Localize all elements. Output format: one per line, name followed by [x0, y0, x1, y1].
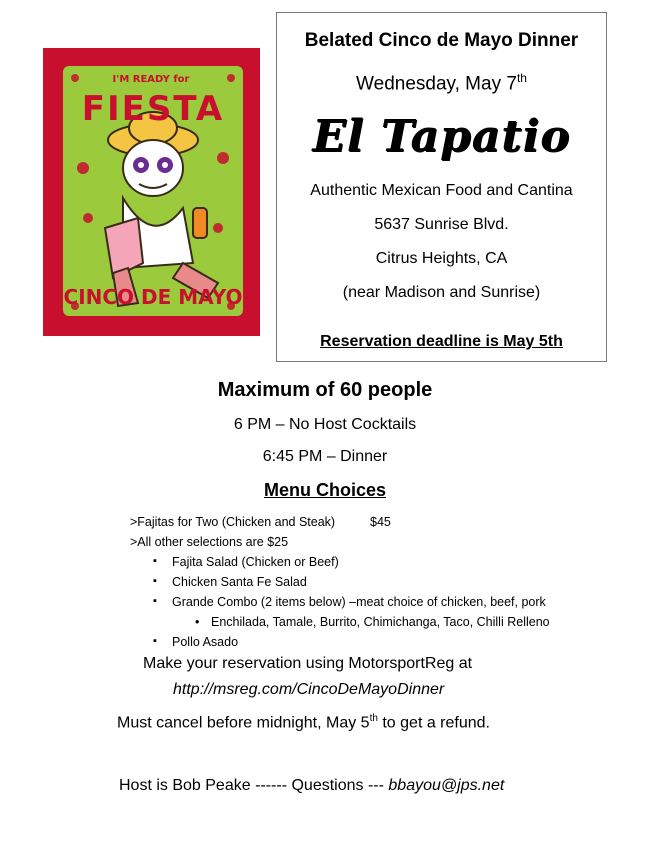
fiesta-poster-image	[43, 48, 260, 336]
menu-fajitas-line	[130, 515, 430, 529]
menu-fajitas-price: $45	[370, 515, 391, 529]
host-line	[119, 777, 504, 795]
menu-item: ▪ Fajita Salad (Chicken or Beef)	[172, 555, 339, 569]
dinner-time: 6:45 PM – Dinner	[262, 448, 388, 465]
poster-top-text: I'M READY for	[112, 74, 190, 85]
cancel-prefix: Must cancel before midnight, May 5	[117, 714, 370, 732]
menu-item: ▪ Pollo Asado	[172, 635, 238, 649]
menu-other-selections: >All other selections are $25	[130, 535, 289, 549]
reservation-deadline: Reservation deadline is May 5th	[320, 333, 563, 350]
reservation-url-link[interactable]: http://msreg.com/CincoDeMayoDinner	[173, 681, 445, 698]
restaurant-city: Citrus Heights, CA	[375, 250, 508, 267]
menu-item: ▪ Chicken Santa Fe Salad	[172, 575, 307, 589]
cancel-policy	[117, 713, 490, 732]
event-date-text: Wednesday, May 7	[356, 73, 517, 95]
reservation-text: Make your reservation using MotorsportReg at	[143, 655, 473, 672]
restaurant-tagline: Authentic Mexican Food and Cantina	[310, 182, 573, 199]
menu-item: ▪ Grande Combo (2 items below) –meat choice of chicken, beef, pork	[172, 595, 546, 609]
restaurant-name: El Tapatio	[312, 111, 571, 162]
cancel-suffix: to get a refund.	[377, 714, 490, 732]
restaurant-address: 5637 Sunrise Blvd.	[374, 216, 509, 233]
cocktails-time: 6 PM – No Host Cocktails	[233, 416, 417, 433]
fiesta-poster-art	[43, 48, 260, 336]
host-email-link[interactable]: bbayou@jps.net	[388, 777, 505, 794]
cancel-sup: th	[369, 713, 378, 724]
event-info-box	[276, 12, 607, 362]
poster-bottom-text: CINCO DE MAYO	[63, 285, 243, 309]
host-text: Host is Bob Peake ------ Questions ---	[119, 777, 389, 794]
poster-fiesta-text: FIESTA	[81, 89, 225, 129]
event-date-suffix: th	[516, 71, 527, 85]
event-title: Belated Cinco de Mayo Dinner	[304, 30, 579, 51]
menu-title: Menu Choices	[263, 480, 387, 500]
restaurant-cross-streets: (near Madison and Sunrise)	[342, 284, 541, 301]
event-date	[277, 71, 606, 95]
menu-combo-items: • Enchilada, Tamale, Burrito, Chimichanga, Taco, Chilli Relleno	[211, 615, 550, 629]
max-people: Maximum of 60 people	[217, 379, 433, 401]
menu-fajitas: >Fajitas for Two (Chicken and Steak)	[130, 515, 336, 529]
